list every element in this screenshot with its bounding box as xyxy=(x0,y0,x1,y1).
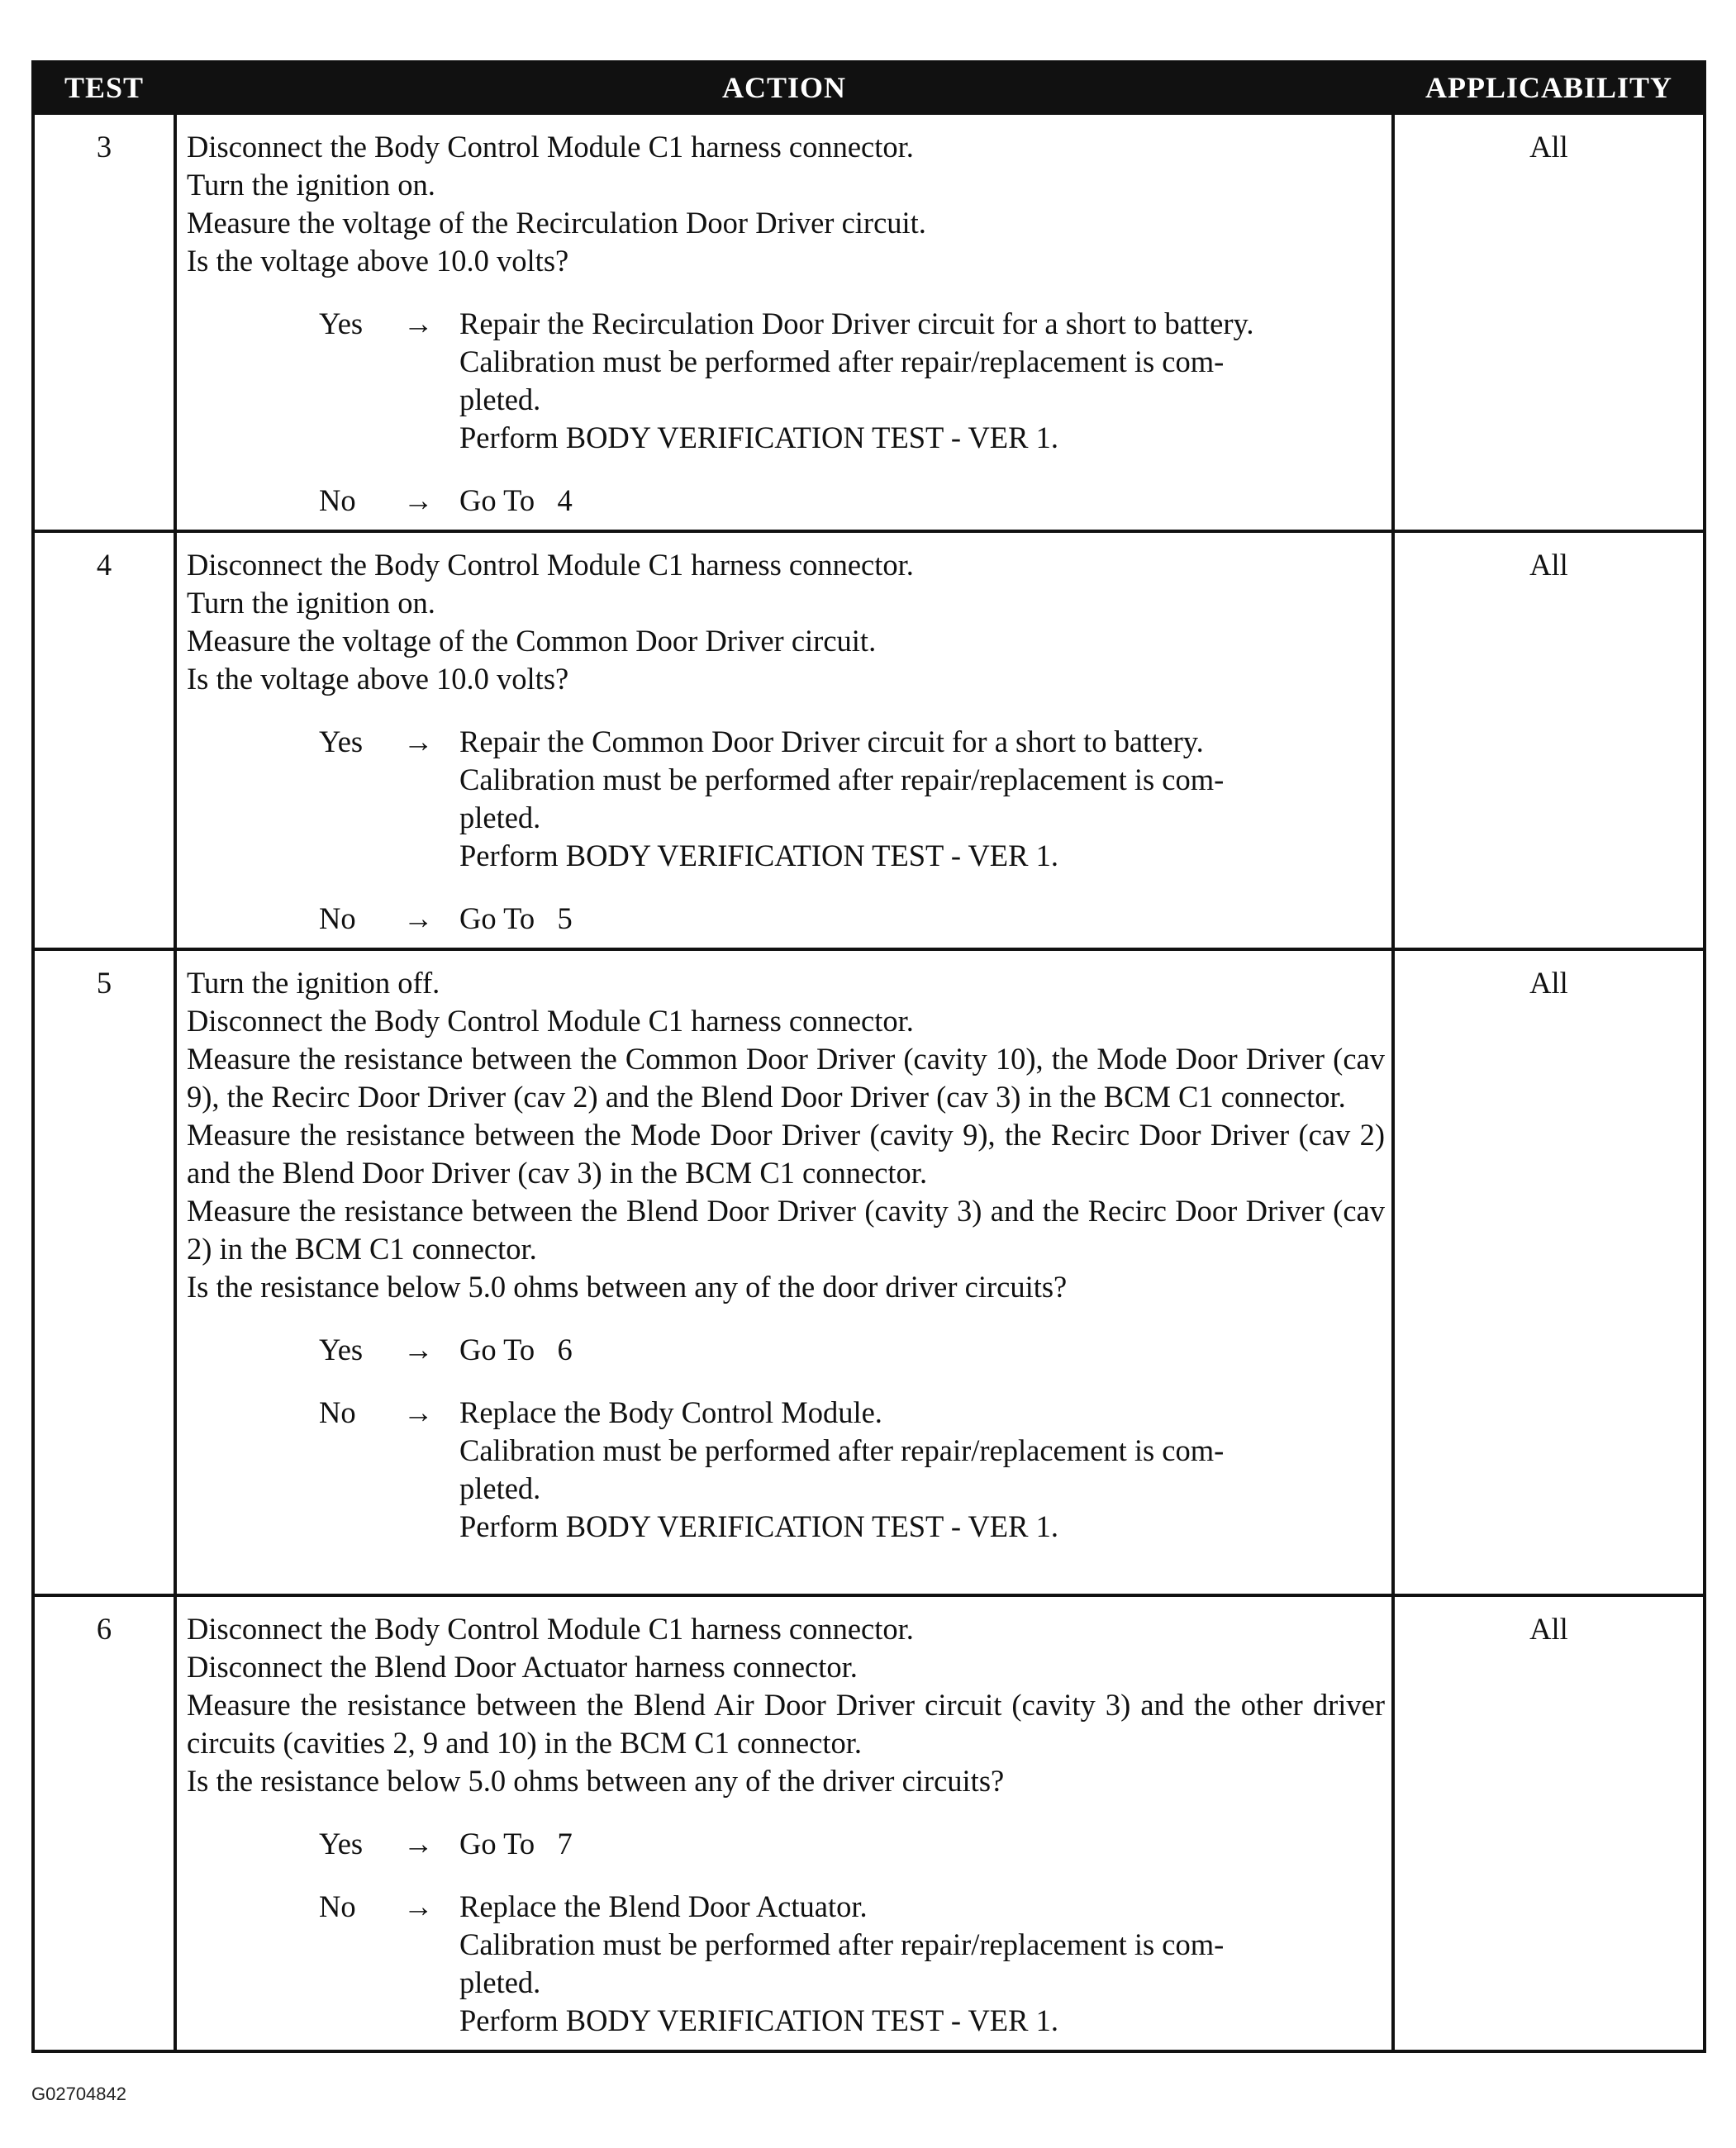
header-applicability: APPLICABILITY xyxy=(1393,62,1705,113)
header-action: ACTION xyxy=(175,62,1393,113)
right-arrow-icon: → xyxy=(403,1889,434,1923)
action-step: Measure the voltage of the Common Door Driver circuit. xyxy=(187,624,877,658)
test-number: 5 xyxy=(33,949,175,1595)
yes-result-line: pleted. xyxy=(459,383,541,416)
no-result-line: Calibration must be performed after repair/replacement is com- xyxy=(459,1433,1225,1467)
yes-branch xyxy=(319,305,1385,457)
right-arrow-icon: → xyxy=(403,725,434,758)
yes-result-line: Calibration must be performed after repair/replacement is com- xyxy=(459,763,1225,796)
action-steps xyxy=(187,546,1385,698)
action-step: Disconnect the Blend Door Actuator harness connector. xyxy=(187,1650,858,1684)
table-row xyxy=(33,1595,1705,2051)
action-step: Is the voltage above 10.0 volts? xyxy=(187,662,569,696)
action-step: Is the voltage above 10.0 volts? xyxy=(187,244,569,278)
right-arrow-icon: → xyxy=(403,483,434,517)
yes-result-line: Go To 6 xyxy=(459,1333,573,1366)
no-result xyxy=(459,482,1385,520)
action-steps xyxy=(187,128,1385,280)
table-row xyxy=(33,531,1705,949)
no-result-line: Perform BODY VERIFICATION TEST - VER 1. xyxy=(459,1509,1058,1543)
applicability-value: All xyxy=(1393,1595,1705,2051)
yes-result xyxy=(459,305,1385,457)
no-branch xyxy=(319,482,1385,520)
yes-label: Yes xyxy=(319,307,364,340)
yes-result xyxy=(459,1825,1385,1863)
action-cell xyxy=(175,113,1393,531)
no-result-line: Perform BODY VERIFICATION TEST - VER 1. xyxy=(459,2003,1058,2037)
no-label: No xyxy=(319,901,356,935)
yes-result-line: Repair the Recirculation Door Driver circuit for a short to battery. xyxy=(459,307,1254,340)
no-label: No xyxy=(319,1889,356,1923)
action-steps xyxy=(187,964,1385,1306)
no-result-line: Replace the Blend Door Actuator. xyxy=(459,1889,868,1923)
right-arrow-icon: → xyxy=(403,1395,434,1429)
action-steps xyxy=(187,1610,1385,1800)
no-result-line: pleted. xyxy=(459,1965,541,1999)
no-branch xyxy=(319,900,1385,938)
yes-label: Yes xyxy=(319,1333,364,1366)
right-arrow-icon: → xyxy=(403,1333,434,1366)
action-step: Is the resistance below 5.0 ohms between any of the door driver circuits? xyxy=(187,1270,1068,1304)
table-header-row xyxy=(33,62,1705,113)
table-row xyxy=(33,949,1705,1595)
applicability-value: All xyxy=(1393,531,1705,949)
yes-branch xyxy=(319,723,1385,875)
no-result-line: Replace the Body Control Module. xyxy=(459,1395,882,1429)
table-row xyxy=(33,113,1705,531)
applicability-value: All xyxy=(1393,113,1705,531)
yes-result-line: Go To 7 xyxy=(459,1827,573,1860)
action-step: Turn the ignition on. xyxy=(187,168,435,202)
action-step: Disconnect the Body Control Module C1 harness connector. xyxy=(187,130,914,164)
action-cell xyxy=(175,949,1393,1595)
action-cell xyxy=(175,531,1393,949)
diagnostic-table xyxy=(31,60,1706,2053)
action-step: Measure the resistance between the Blend Air Door Driver circuit (cavity 3) and the other driver circuits (cavities 2, 9 and 10) in the BCM C1 connector. xyxy=(187,1688,1385,1760)
diagnostic-table-container xyxy=(31,60,1703,2053)
action-step: Measure the resistance between the Blend Door Driver (cavity 3) and the Recirc Door Driver (cav 2) in the BCM C1 connector. xyxy=(187,1194,1385,1266)
yes-branch xyxy=(319,1331,1385,1369)
yes-result xyxy=(459,1331,1385,1369)
yes-result-line: Perform BODY VERIFICATION TEST - VER 1. xyxy=(459,839,1058,872)
right-arrow-icon: → xyxy=(403,901,434,935)
right-arrow-icon: → xyxy=(403,307,434,340)
no-branch xyxy=(319,1888,1385,2040)
no-result-line: Calibration must be performed after repair/replacement is com- xyxy=(459,1927,1225,1961)
action-step: Turn the ignition off. xyxy=(187,966,440,1000)
no-branch xyxy=(319,1394,1385,1546)
no-result xyxy=(459,1394,1385,1546)
yes-result-line: Perform BODY VERIFICATION TEST - VER 1. xyxy=(459,421,1058,454)
yes-label: Yes xyxy=(319,725,364,758)
action-step: Measure the voltage of the Recirculation Door Driver circuit. xyxy=(187,206,926,240)
applicability-value: All xyxy=(1393,949,1705,1595)
test-number: 6 xyxy=(33,1595,175,2051)
action-step: Disconnect the Body Control Module C1 harness connector. xyxy=(187,1612,914,1646)
action-step: Measure the resistance between the Mode Door Driver (cavity 9), the Recirc Door Driver (cav 2) and the Blend Door Driver (cav 3) in the BCM C1 connector. xyxy=(187,1118,1385,1190)
action-step: Is the resistance below 5.0 ohms between any of the driver circuits? xyxy=(187,1764,1005,1798)
no-label: No xyxy=(319,483,356,517)
yes-result-line: pleted. xyxy=(459,801,541,834)
yes-result-line: Repair the Common Door Driver circuit for a short to battery. xyxy=(459,725,1204,758)
no-label: No xyxy=(319,1395,356,1429)
figure-id: G02704842 xyxy=(31,2084,126,2104)
action-step: Measure the resistance between the Common Door Driver (cavity 10), the Mode Door Driver (cav 9), the Recirc Door Driver (cav 2) and the Blend Door Driver (cav 3) in the BCM C1 connector. xyxy=(187,1042,1385,1114)
action-step: Disconnect the Body Control Module C1 harness connector. xyxy=(187,548,914,582)
yes-branch xyxy=(319,1825,1385,1863)
no-result xyxy=(459,900,1385,938)
yes-result xyxy=(459,723,1385,875)
action-cell xyxy=(175,1595,1393,2051)
no-result-line: pleted. xyxy=(459,1471,541,1505)
header-test: TEST xyxy=(33,62,175,113)
no-result xyxy=(459,1888,1385,2040)
no-result-line: Go To 4 xyxy=(459,483,573,517)
action-step: Turn the ignition on. xyxy=(187,586,435,620)
yes-result-line: Calibration must be performed after repair/replacement is com- xyxy=(459,345,1225,378)
right-arrow-icon: → xyxy=(403,1827,434,1860)
action-step: Disconnect the Body Control Module C1 harness connector. xyxy=(187,1004,914,1038)
no-result-line: Go To 5 xyxy=(459,901,573,935)
test-number: 3 xyxy=(33,113,175,531)
test-number: 4 xyxy=(33,531,175,949)
yes-label: Yes xyxy=(319,1827,364,1860)
